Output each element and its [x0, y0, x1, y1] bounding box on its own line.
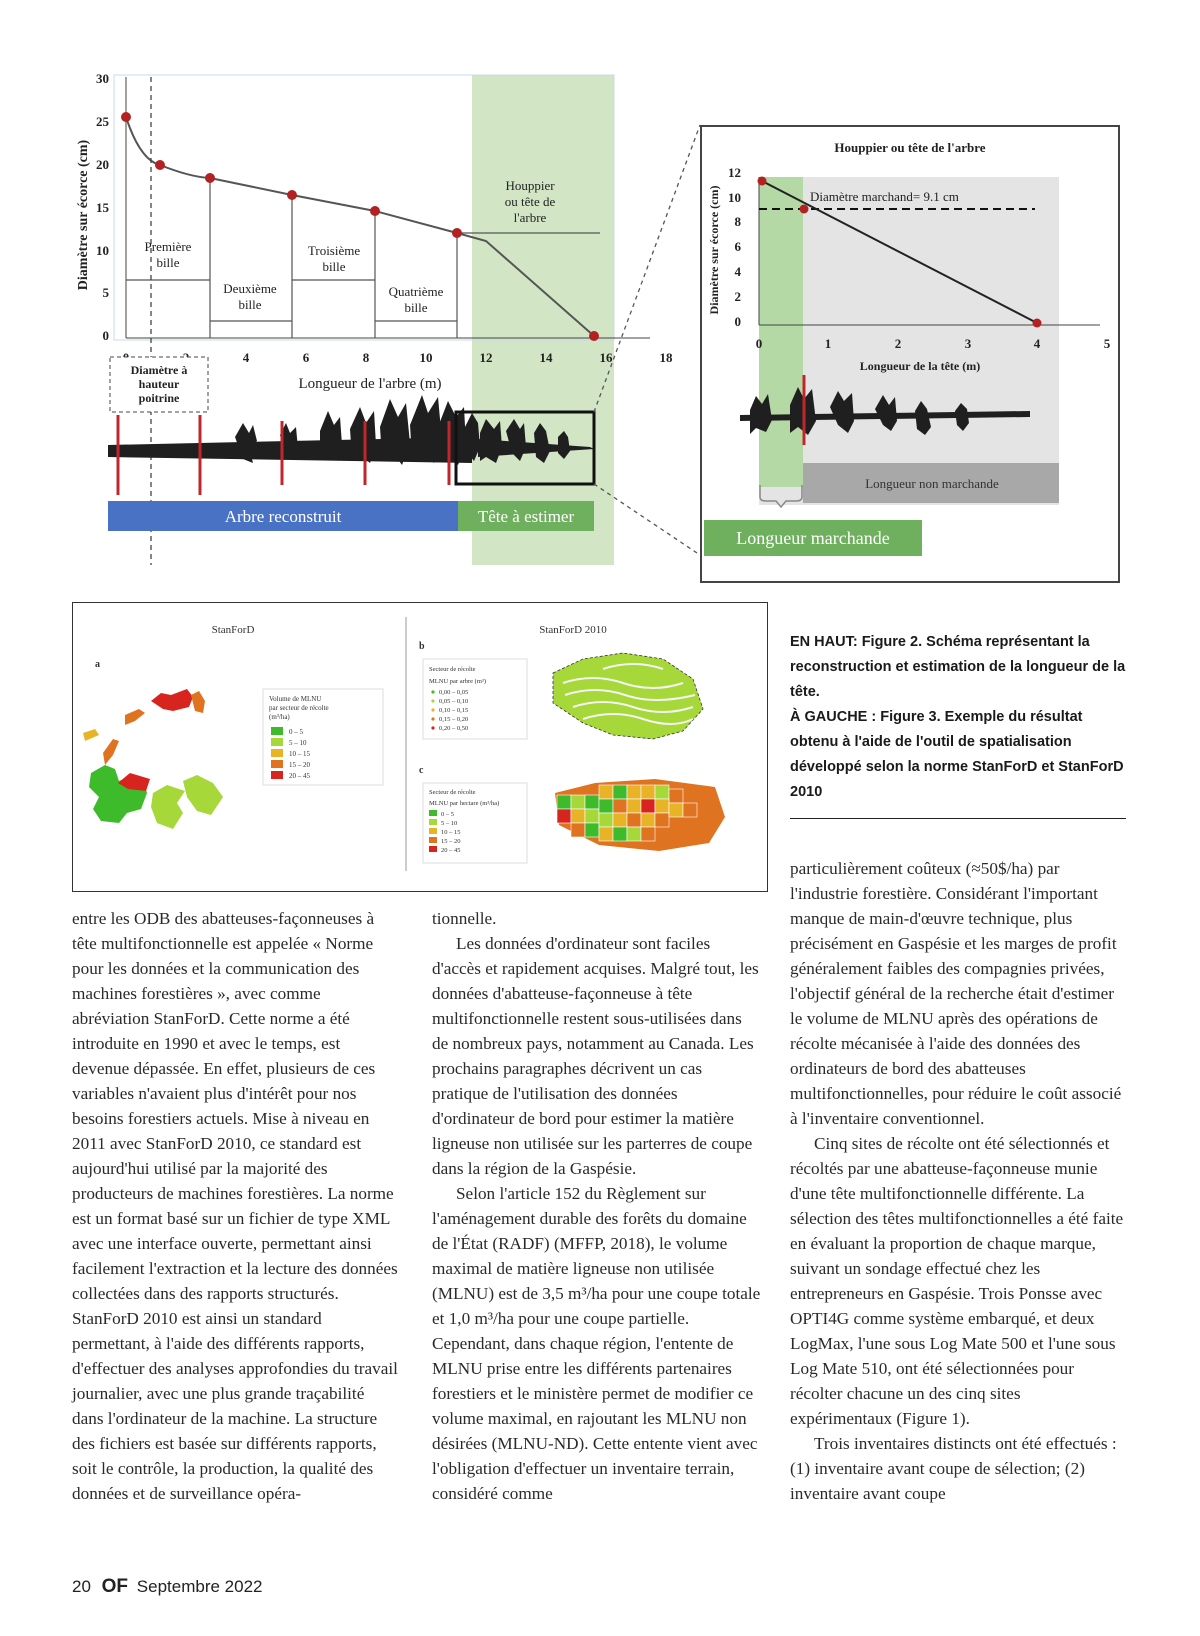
legend-swatch [429, 810, 437, 816]
zoom-y-tick: 4 [734, 264, 741, 279]
caption-divider [790, 818, 1126, 819]
legend-c-item: 10 – 15 [441, 829, 461, 836]
paragraph: Selon l'article 152 du Règlement sur l'aménagement durable des forêts du domaine de l'État (RADF) (MFFP, 2018), le volume maximal de matière ligneuse non utilisée (MLNU) est de 3,5 m³/ha pour une coupe totale et 1,0 m³/ha pour une coupe partielle. Cependant, dans chaque région, l'entente de MLNU prise entre les différents partenaires forestiers et le ministère permet de modifier ce volume maximal, en rajoutant les MLNU non désirées (MLNU-ND). Cette entente vient avec l'obligation d'effectuer un inventaire terrain, considéré comme [432, 1184, 761, 1503]
zoom-y-tick: 12 [728, 165, 741, 180]
head-label: Tête à estimer [477, 507, 575, 526]
paragraph: entre les ODB des abatteuses-façonneuses à tête multifonctionnelle est appelée « Norme pour les données et la communication des machines forestières », avec comme abréviation StanForD. Cette norme a été introduite en 1990 et avec le temps, est devenue dépassée. En effet, plusieurs de ces variables n'avaient plus d'intérêt pour nos besoins forestiers actuels. Mise à niveau en 2011 avec StanForD 2010, ce standard est aujourd'hui utilisé par la majorité des producteurs de machines forestières. La norme est un format basé sur un fichier de type XML avec une interface ouverte, permettant ainsi facilement l'extraction et la lecture des données collectées dans des rapports structurés. StanForD 2010 est ainsi un standard permettant, à l'aide des différents rapports, d'effectuer des analyses approfondies du travail journalier, avec une plus grande traçabilité dans l'ordinateur de la machine. La structure des fichiers est basée sur différents rapports, soit le contrôle, la production, la qualité des données et de surveillance opéra- [72, 909, 398, 1503]
head-point [1033, 319, 1042, 328]
issue-date: Septembre 2022 [136, 1577, 263, 1596]
legend-dot [431, 708, 434, 711]
legend-swatch [271, 749, 283, 757]
y-tick: 15 [96, 200, 109, 215]
taper-point [205, 173, 215, 183]
zoom-x-tick: 5 [1103, 336, 1111, 351]
figure-3-maps [72, 602, 768, 892]
legend-a-title: (m³/ha) [269, 713, 290, 721]
legend-dot [431, 726, 434, 729]
legend-a-item: 20 – 45 [289, 772, 310, 780]
legend-swatch [429, 828, 437, 834]
zoom-x-tick: 2 [894, 336, 902, 351]
text-column-2 [432, 906, 762, 1506]
x-tick: 14 [539, 350, 553, 365]
legend-dot [431, 699, 434, 702]
legend-b-item: 0,00 – 0,05 [439, 689, 469, 696]
merchant-diameter-label: Diamètre marchand= 9.1 cm [810, 189, 959, 204]
x-tick: 6 [302, 350, 310, 365]
log-1-label: bille [156, 255, 180, 270]
crown-label: Houppier [505, 178, 555, 193]
panel-b-letter: b [419, 641, 425, 652]
legend-a-title: Volume de MLNU [269, 695, 322, 703]
panel-a-letter: a [95, 659, 100, 670]
log-2-label: bille [238, 297, 262, 312]
zoom-y-tick: 8 [734, 214, 741, 229]
y-tick: 30 [96, 71, 109, 86]
dbh-label: Diamètre à [130, 363, 188, 377]
dbh-label: poitrine [138, 391, 180, 405]
zoom-x-tick: 1 [824, 336, 832, 351]
paragraph: Trois inventaires distincts ont été effectués : (1) inventaire avant coupe de sélection; (2) inventaire avant coupe [790, 1434, 1117, 1503]
merchantable-label: Longueur marchande [736, 528, 890, 548]
zoom-y-tick: 0 [734, 314, 741, 329]
zoom-y-axis-label: Diamètre sur écorce (cm) [707, 185, 721, 315]
x-axis-label: Longueur de l'arbre (m) [298, 376, 442, 392]
panel-b-title: StanForD 2010 [539, 624, 607, 636]
x-tick: 18 [659, 350, 673, 365]
x-tick: 8 [362, 350, 370, 365]
legend-b-item: 0,10 – 0,15 [439, 707, 469, 714]
log-3-label: Troisième [307, 243, 361, 258]
x-tick: 12 [479, 350, 493, 365]
panel-c-letter: c [419, 765, 424, 776]
panel-a-map [83, 689, 223, 829]
paragraph: particulièrement coûteux (≈50$/ha) par l'industrie forestière. Considérant l'important manque de main-d'œuvre technique, plus précisément en Gaspésie et les marges de profit généralement faibles des compagnies privées, l'objectif général de la recherche était d'estimer le volume de MLNU après des opérations de récolte mécanisée à l'aide des données des ordinateurs de bord des abatteuses multifonctionnelles, pour réduire le coût associé à l'inventaire conventionnel. [790, 859, 1122, 1128]
zoom-y-tick: 2 [734, 289, 741, 304]
legend-dot [431, 717, 434, 720]
legend-c-item: 15 – 20 [441, 838, 461, 845]
taper-point [121, 112, 131, 122]
taper-point [155, 160, 165, 170]
legend-b-sector: Secteur de récolte [429, 666, 476, 673]
legend-b-item: 0,15 – 0,20 [439, 716, 469, 723]
legend-a-item: 15 – 20 [289, 761, 310, 769]
caption-top: EN HAUT: Figure 2. Schéma représentant la reconstruction et estimation de la longueur de la tête. [790, 634, 1126, 700]
taper-point [287, 190, 297, 200]
legend-c-item: 5 – 10 [441, 820, 458, 827]
zoom-y-tick: 10 [728, 190, 741, 205]
y-tick: 5 [102, 285, 109, 300]
y-axis-label: Diamètre sur écorce (cm) [76, 139, 91, 291]
legend-c-title: MLNU par hectare (m³/ha) [429, 800, 500, 807]
taper-point [452, 228, 462, 238]
text-column-1 [72, 906, 400, 1506]
log-4-label: bille [404, 300, 428, 315]
log-4-label: Quatrième [388, 284, 444, 299]
legend-swatch [271, 738, 283, 746]
log-1-label: Première [144, 239, 192, 254]
paragraph: Les données d'ordinateur sont faciles d'accès et rapidement acquises. Malgré tout, les données d'abatteuse-façonneuse à tête multifonctionnelle restent sous-utilisées dans de nombreux pays, notamment au Canada. Les prochains paragraphes décrivent un cas pratique de l'utilisation des données d'ordinateur de bord pour estimer la matière ligneuse non utilisée sur les parterres de coupe dans la région de la Gaspésie. [432, 934, 759, 1178]
magazine-name: OF [101, 1576, 129, 1597]
legend-c-sector: Secteur de récolte [429, 789, 476, 796]
paragraph: Cinq sites de récolte ont été sélectionnés et récoltés par une abatteuse-façonneuse munie d'une tête multifonctionnelle différente. La sélection des têtes multifonctionnelles a été faite en évaluant la proportion de chaque marque, suivant un sondage effectué chez les entrepreneurs en Gaspésie. Trois Ponsse avec OPTI4G comme système embarqué, et deux LogMax, l'une sous Log Mate 500 et l'une sous Log Mate 510, ont été sélectionnées pour récolter chacune un des cinq sites expérimentaux (Figure 1). [790, 1134, 1124, 1428]
legend-swatch [429, 846, 437, 852]
panel-c-map [555, 779, 725, 851]
head-point [758, 177, 767, 186]
legend-a-item: 10 – 15 [289, 750, 310, 758]
zoom-y-tick: 6 [734, 239, 741, 254]
merchantable-shade [759, 177, 803, 487]
legend-dot [431, 690, 434, 693]
legend-a-title: par secteur de récolte [269, 704, 329, 712]
y-tick: 0 [102, 328, 109, 343]
legend-swatch [271, 760, 283, 768]
figure-2-tree-chart [60, 65, 673, 575]
x-tick: 10 [419, 350, 433, 365]
head-plot-bg [759, 177, 1059, 505]
caption-left: À GAUCHE : Figure 3. Exemple du résultat obtenu à l'aide de l'outil de spatialisation développé selon la norme StanForD et StanForD 2010 [790, 709, 1124, 800]
panel-b-map [553, 653, 703, 739]
figure-2-head-zoom [700, 125, 1120, 585]
log-2-label: Deuxième [223, 281, 277, 296]
legend-c-item: 20 – 45 [441, 847, 461, 854]
panel-a-title: StanForD [211, 624, 255, 636]
paragraph: tionnelle. [432, 909, 497, 928]
zoom-x-axis-label: Longueur de la tête (m) [859, 359, 981, 373]
taper-point [589, 331, 599, 341]
y-tick: 25 [96, 114, 109, 129]
head-region-shade [472, 75, 614, 565]
legend-b-item: 0,20 – 0,50 [439, 725, 469, 732]
y-tick: 10 [96, 243, 109, 258]
head-point [800, 205, 809, 214]
zoom-x-tick: 4 [1033, 336, 1041, 351]
zoom-x-tick: 3 [964, 336, 972, 351]
dbh-label: hauteur [138, 377, 180, 391]
legend-a-item: 5 – 10 [289, 739, 307, 747]
y-tick: 20 [96, 157, 109, 172]
reconstructed-label: Arbre reconstruit [224, 507, 342, 526]
taper-point [370, 206, 380, 216]
x-tick: 16 [599, 350, 613, 365]
legend-swatch [271, 727, 283, 735]
legend-swatch [429, 837, 437, 843]
non-merchantable-label: Longueur non marchande [865, 476, 999, 491]
page-number: 20 [72, 1577, 91, 1596]
zoom-title: Houppier ou tête de l'arbre [834, 140, 986, 155]
page-footer [72, 1576, 262, 1598]
legend-c-item: 0 – 5 [441, 811, 454, 818]
x-tick: 4 [242, 350, 250, 365]
legend-swatch [271, 771, 283, 779]
legend-swatch [429, 819, 437, 825]
legend-b-item: 0,05 – 0,10 [439, 698, 469, 705]
crown-label: ou tête de [504, 194, 556, 209]
zoom-x-tick: 0 [755, 336, 763, 351]
log-3-label: bille [322, 259, 346, 274]
legend-a-item: 0 – 5 [289, 728, 303, 736]
text-column-3 [790, 856, 1126, 1506]
figure-caption [790, 630, 1130, 805]
crown-label: l'arbre [513, 210, 547, 225]
legend-b-title: MLNU par arbre (m³) [429, 678, 486, 685]
